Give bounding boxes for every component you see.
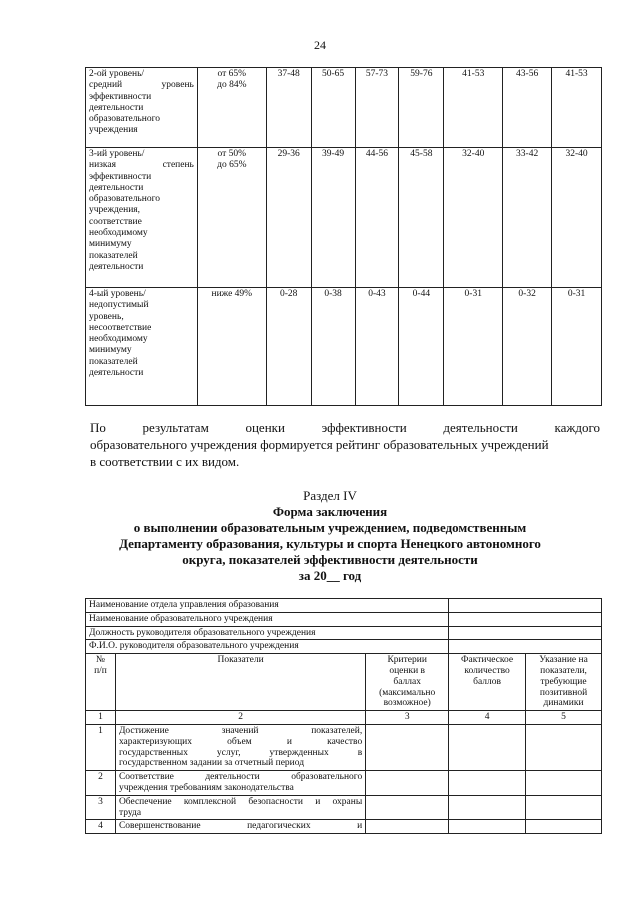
level-value-cell: 39-49 xyxy=(311,148,355,288)
level-label-line: недопустимый xyxy=(89,300,149,311)
header-criteria-line: оценки в xyxy=(389,665,426,676)
page-number: 24 xyxy=(314,38,326,52)
indicator-actual-cell xyxy=(449,820,526,834)
level-value-cell: 37-48 xyxy=(266,68,311,148)
indicator-text-line: учреждения требованиям законодательства xyxy=(118,782,294,793)
header-row xyxy=(86,654,602,711)
header-criteria-cell xyxy=(366,654,449,711)
level-range-line: до 84% xyxy=(217,80,247,91)
level-value-cell: 32-40 xyxy=(552,148,602,288)
header-dynamics-line: позитивной xyxy=(539,687,588,698)
header-dynamics-line: Указание на xyxy=(539,655,588,666)
column-number-cell: 5 xyxy=(526,711,602,725)
indicator-num-cell: 3 xyxy=(86,795,116,820)
paragraph-line-2: образовательного учреждения формируется рейтинг образовательных учреждений xyxy=(90,437,549,452)
header-num-line: № xyxy=(95,655,105,666)
level-range-line: от 50% xyxy=(217,149,247,159)
indicator-dynamics-cell xyxy=(526,795,602,820)
indicator-text-line: труда xyxy=(118,807,142,818)
header-actual-line: Фактическое xyxy=(461,655,514,666)
level-value-cell: 43-56 xyxy=(503,68,552,148)
level-label-line: средний уровень xyxy=(89,80,194,91)
indicator-text-line: государственном задании за отчетный период xyxy=(118,758,305,769)
indicator-text-line: характеризующих объем и качество xyxy=(118,736,363,747)
level-value-cell: 33-42 xyxy=(503,148,552,288)
efficiency-levels-table xyxy=(85,67,602,406)
header-dynamics-cell xyxy=(526,654,602,711)
section-title-line-1: Форма заключения xyxy=(272,504,388,519)
level-range-cell xyxy=(197,148,266,288)
level-value-cell: 44-56 xyxy=(355,148,399,288)
indicator-row xyxy=(86,724,602,770)
indicator-criteria-cell xyxy=(366,820,449,834)
column-number-cell: 2 xyxy=(115,711,365,725)
level-row xyxy=(86,68,602,148)
level-value-cell: 57-73 xyxy=(355,68,399,148)
indicator-dynamics-cell xyxy=(526,724,602,770)
info-row xyxy=(86,640,602,654)
header-criteria-line: баллах xyxy=(393,676,421,687)
indicator-text-line: Достижение значений показателей, xyxy=(118,725,363,736)
header-criteria-line: (максимально xyxy=(379,687,436,698)
indicator-dynamics-cell xyxy=(526,820,602,834)
info-value-cell xyxy=(449,626,602,640)
indicator-row xyxy=(86,820,602,834)
level-label-line: минимуму xyxy=(89,239,132,250)
indicator-text-line: Обеспечение комплексной безопасности и охраны xyxy=(118,796,363,807)
header-indicators-cell: Показатели xyxy=(115,654,365,711)
level-value-cell: 0-31 xyxy=(552,288,602,406)
level-range-line: от 65% xyxy=(217,69,247,79)
header-actual-line: баллов xyxy=(473,676,502,687)
header-dynamics-line: динамики xyxy=(543,698,584,709)
level-value-cell: 32-40 xyxy=(444,148,503,288)
section-title-line-3: Департаменту образования, культуры и спорта Ненецкого автономного xyxy=(119,536,541,551)
info-label-cell: Наименование образовательного учреждения xyxy=(86,612,449,626)
section-title-line-2: о выполнении образовательным учреждением, подведомственным xyxy=(133,520,527,535)
indicator-text-cell xyxy=(115,820,365,834)
info-label-cell: Ф.И.О. руководителя образовательного учреждения xyxy=(86,640,449,654)
indicator-text-line: государственных услуг, утвержденных в xyxy=(118,747,363,758)
level-label-line: необходимому xyxy=(89,228,148,239)
indicator-actual-cell xyxy=(449,795,526,820)
header-actual-line: количество xyxy=(464,665,510,676)
indicator-actual-cell xyxy=(449,771,526,796)
level-label-line: деятельности xyxy=(89,182,144,193)
level-label-line: минимуму xyxy=(89,345,132,356)
paragraph-line-3: в соответствии с их видом. xyxy=(90,454,240,469)
level-label-line: эффективности xyxy=(89,91,152,102)
conclusion-form-table xyxy=(85,598,602,834)
column-number-cell: 4 xyxy=(449,711,526,725)
info-row xyxy=(86,612,602,626)
level-value-cell: 41-53 xyxy=(552,68,602,148)
level-label-cell xyxy=(86,288,198,406)
indicator-text-line: Совершенствование педагогических и xyxy=(118,821,363,832)
level-label-line: деятельности xyxy=(89,261,144,272)
level-value-cell: 0-28 xyxy=(266,288,311,406)
level-label-line: низкая степень xyxy=(89,160,194,171)
section-title-line-4: округа, показателей эффективности деятельности xyxy=(182,552,478,567)
level-value-cell: 0-32 xyxy=(503,288,552,406)
indicator-num-cell: 4 xyxy=(86,820,116,834)
header-num-line: п/п xyxy=(94,665,107,676)
level-value-cell: 0-44 xyxy=(399,288,444,406)
level-label-cell xyxy=(86,148,198,288)
indicator-text-cell xyxy=(115,771,365,796)
level-label-line: деятельности xyxy=(89,102,144,113)
info-label-cell: Наименование отдела управления образования xyxy=(86,599,449,613)
level-label-line: несоответствие xyxy=(89,322,152,333)
column-number-cell: 1 xyxy=(86,711,116,725)
info-value-cell xyxy=(449,599,602,613)
section-label: Раздел IV xyxy=(303,488,357,503)
level-label-line: учреждения xyxy=(89,125,138,136)
level-label-line: показателей xyxy=(89,250,138,261)
column-number-row xyxy=(86,711,602,725)
level-label-line: учреждения, xyxy=(89,205,141,216)
level-label-line: образовательного xyxy=(89,114,161,125)
indicator-actual-cell xyxy=(449,724,526,770)
info-value-cell xyxy=(449,640,602,654)
paragraph-line-1: По результатам оценки эффективности деятельности каждого xyxy=(90,420,600,435)
header-dynamics-line: показатели, xyxy=(540,665,587,676)
level-range-cell xyxy=(197,288,266,406)
indicator-num-cell: 2 xyxy=(86,771,116,796)
info-row xyxy=(86,599,602,613)
level-label-line: эффективности xyxy=(89,171,152,182)
level-row xyxy=(86,288,602,406)
level-label-line: деятельности xyxy=(89,368,144,379)
level-label-cell xyxy=(86,68,198,148)
indicator-criteria-cell xyxy=(366,795,449,820)
header-criteria-line: возможное) xyxy=(383,698,431,709)
level-value-cell: 0-43 xyxy=(355,288,399,406)
info-row xyxy=(86,626,602,640)
level-label-line: образовательного xyxy=(89,194,161,205)
level-value-cell: 45-58 xyxy=(399,148,444,288)
level-value-cell: 0-38 xyxy=(311,288,355,406)
level-value-cell: 0-31 xyxy=(444,288,503,406)
indicator-text-cell xyxy=(115,795,365,820)
column-number-cell: 3 xyxy=(366,711,449,725)
indicator-criteria-cell xyxy=(366,724,449,770)
indicator-row xyxy=(86,771,602,796)
header-dynamics-line: требующие xyxy=(540,676,587,687)
indicator-row xyxy=(86,795,602,820)
info-value-cell xyxy=(449,612,602,626)
header-criteria-line: Критерии xyxy=(387,655,427,666)
level-label-line: 2-ой уровень/ xyxy=(89,69,145,79)
indicator-criteria-cell xyxy=(366,771,449,796)
indicator-text-line: Соответствие деятельности образовательного xyxy=(118,772,363,783)
info-label-cell: Должность руководителя образовательного учреждения xyxy=(86,626,449,640)
level-label-line: уровень, xyxy=(89,311,124,322)
header-num-cell xyxy=(86,654,116,711)
level-range-cell xyxy=(197,68,266,148)
level-row xyxy=(86,148,602,288)
level-value-cell: 41-53 xyxy=(444,68,503,148)
indicator-text-cell xyxy=(115,724,365,770)
level-label-line: необходимому xyxy=(89,334,148,345)
level-label-line: показателей xyxy=(89,356,138,367)
level-label-line: 4-ый уровень/ xyxy=(89,289,146,299)
indicator-num-cell: 1 xyxy=(86,724,116,770)
header-actual-cell xyxy=(449,654,526,711)
level-label-line: 3-ий уровень/ xyxy=(89,149,145,159)
level-range-line: ниже 49% xyxy=(211,289,253,299)
level-value-cell: 29-36 xyxy=(266,148,311,288)
section-title-line-5: за 20__ год xyxy=(298,568,362,583)
level-label-line: соответствие xyxy=(89,216,142,227)
level-range-line: до 65% xyxy=(217,160,247,171)
level-value-cell: 50-65 xyxy=(311,68,355,148)
level-value-cell: 59-76 xyxy=(399,68,444,148)
indicator-dynamics-cell xyxy=(526,771,602,796)
